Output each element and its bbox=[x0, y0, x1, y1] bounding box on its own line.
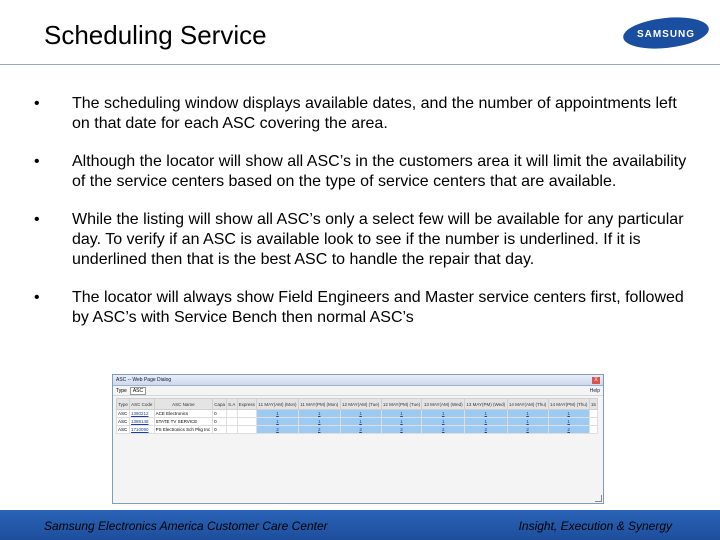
table-cell[interactable]: 1 bbox=[465, 418, 508, 426]
table-cell[interactable]: 2 bbox=[257, 426, 299, 434]
table-cell bbox=[237, 410, 257, 418]
table-cell: ASC bbox=[117, 426, 130, 434]
bullet-item bbox=[30, 288, 690, 328]
table-cell[interactable]: 1 bbox=[422, 410, 465, 418]
table-cell[interactable]: 2 bbox=[298, 426, 340, 434]
table-cell[interactable]: 1 bbox=[548, 410, 589, 418]
footer-bar bbox=[0, 510, 720, 540]
bullet-glyph: • bbox=[34, 289, 40, 306]
table-cell: 0 bbox=[213, 426, 227, 434]
table-cell[interactable]: 1 bbox=[422, 418, 465, 426]
table-cell bbox=[227, 426, 237, 434]
footer-right-text: Insight, Execution & Synergy bbox=[518, 519, 672, 533]
table-cell[interactable]: 2 bbox=[465, 426, 508, 434]
column-header: 14 MAY(AM) (Thu) bbox=[507, 399, 548, 410]
title-divider bbox=[0, 64, 720, 65]
table-cell[interactable]: 1388148 bbox=[129, 418, 154, 426]
table-cell[interactable]: 1 bbox=[548, 418, 589, 426]
samsung-logo bbox=[622, 16, 710, 50]
page-title: Scheduling Service bbox=[44, 20, 267, 50]
table-cell[interactable]: 2 bbox=[381, 426, 422, 434]
type-select[interactable]: ASC bbox=[130, 387, 146, 395]
table-cell[interactable]: 2 bbox=[422, 426, 465, 434]
bullet-glyph: • bbox=[34, 95, 40, 112]
table-cell[interactable]: 1 bbox=[340, 410, 381, 418]
table-header-row bbox=[117, 399, 598, 410]
column-header: 14 MAY(PM) (Thu) bbox=[548, 399, 589, 410]
table-cell: ASC bbox=[117, 410, 130, 418]
table-cell bbox=[227, 418, 237, 426]
table-cell bbox=[237, 426, 257, 434]
table-row[interactable] bbox=[117, 426, 598, 434]
table-cell[interactable]: 1 bbox=[340, 418, 381, 426]
type-label: Type bbox=[116, 387, 127, 394]
close-button[interactable]: X bbox=[592, 377, 600, 384]
column-header: ASC Name bbox=[154, 399, 212, 410]
column-header: 13 MAY(AM) (Wed) bbox=[422, 399, 465, 410]
resize-handle[interactable] bbox=[595, 495, 602, 502]
bullet-item bbox=[30, 210, 690, 270]
bullet-item bbox=[30, 94, 690, 134]
column-header: Capa bbox=[213, 399, 227, 410]
column-header: 11 MAY(AM) (Mon) bbox=[257, 399, 299, 410]
table-cell: STATE TV SERVICE bbox=[154, 418, 212, 426]
table-cell[interactable]: 1 bbox=[298, 410, 340, 418]
table-cell[interactable]: 1 bbox=[381, 410, 422, 418]
column-header: 13 MAY(PM) (Wed) bbox=[465, 399, 508, 410]
dialog-titlebar bbox=[113, 375, 603, 386]
table-cell bbox=[227, 410, 237, 418]
table-cell[interactable]: 1 bbox=[257, 418, 299, 426]
table-cell: ASC bbox=[117, 418, 130, 426]
svg-text:SAMSUNG: SAMSUNG bbox=[636, 29, 696, 40]
table-cell[interactable]: 2 bbox=[340, 426, 381, 434]
dialog-toolbar bbox=[113, 386, 603, 396]
table-cell[interactable]: 1710090 bbox=[129, 426, 154, 434]
table-cell[interactable]: 1380212 bbox=[129, 410, 154, 418]
table-cell[interactable]: 1 bbox=[465, 410, 508, 418]
bullet-item bbox=[30, 152, 690, 192]
dialog-title: ASC -- Web Page Dialog bbox=[116, 377, 172, 383]
bullet-text: The locator will always show Field Engineers and Master service centers first, followed by ASC’s with Service Bench then normal ASC’s bbox=[72, 289, 684, 326]
table-cell: ACE Electronics bbox=[154, 410, 212, 418]
column-header: 12 MAY(AM) (Tue) bbox=[340, 399, 381, 410]
column-header: Express bbox=[237, 399, 257, 410]
availability-table bbox=[116, 398, 598, 434]
footer-left-text: Samsung Electronics America Customer Care Center bbox=[44, 519, 328, 533]
column-header: 11 MAY(PM) (Mon) bbox=[298, 399, 340, 410]
bullet-text: Although the locator will show all ASC’s in the customers area it will limit the availability of the service centers based on the type of service centers that are available. bbox=[72, 153, 687, 190]
column-header: 15 bbox=[589, 399, 597, 410]
bullet-text: The scheduling window displays available dates, and the number of appointments left on that date for each ASC covering the area. bbox=[72, 95, 677, 132]
column-header: Type bbox=[117, 399, 130, 410]
table-cell bbox=[589, 426, 597, 434]
help-link[interactable]: Help bbox=[589, 387, 600, 394]
table-cell[interactable]: 1 bbox=[507, 418, 548, 426]
table-cell[interactable]: 2 bbox=[507, 426, 548, 434]
table-cell bbox=[237, 418, 257, 426]
table-row[interactable] bbox=[117, 418, 598, 426]
table-row[interactable] bbox=[117, 410, 598, 418]
bullet-list bbox=[30, 94, 690, 346]
column-header: ASC Code bbox=[129, 399, 154, 410]
table-cell: 0 bbox=[213, 418, 227, 426]
bullet-glyph: • bbox=[34, 153, 40, 170]
table-cell[interactable]: 1 bbox=[257, 410, 299, 418]
table-cell bbox=[589, 410, 597, 418]
bullet-glyph: • bbox=[34, 211, 40, 228]
table-cell: 0 bbox=[213, 410, 227, 418]
table-cell[interactable]: 1 bbox=[298, 418, 340, 426]
asc-dialog-screenshot bbox=[112, 374, 604, 504]
table-body bbox=[117, 410, 598, 434]
table-cell[interactable]: 2 bbox=[548, 426, 589, 434]
column-header: S.A bbox=[227, 399, 237, 410]
table-cell[interactable]: 1 bbox=[507, 410, 548, 418]
table-cell: PS Electronics Sch Pkg Inc bbox=[154, 426, 212, 434]
column-header: 12 MAY(PM) (Tue) bbox=[381, 399, 422, 410]
table-cell bbox=[589, 418, 597, 426]
table-cell[interactable]: 1 bbox=[381, 418, 422, 426]
bullet-text: While the listing will show all ASC’s only a select few will be available for any particular day. To verify if an ASC is available look to see if the number is underlined. If it is underlined then that is the best ASC to handle the repair that day. bbox=[72, 211, 684, 268]
